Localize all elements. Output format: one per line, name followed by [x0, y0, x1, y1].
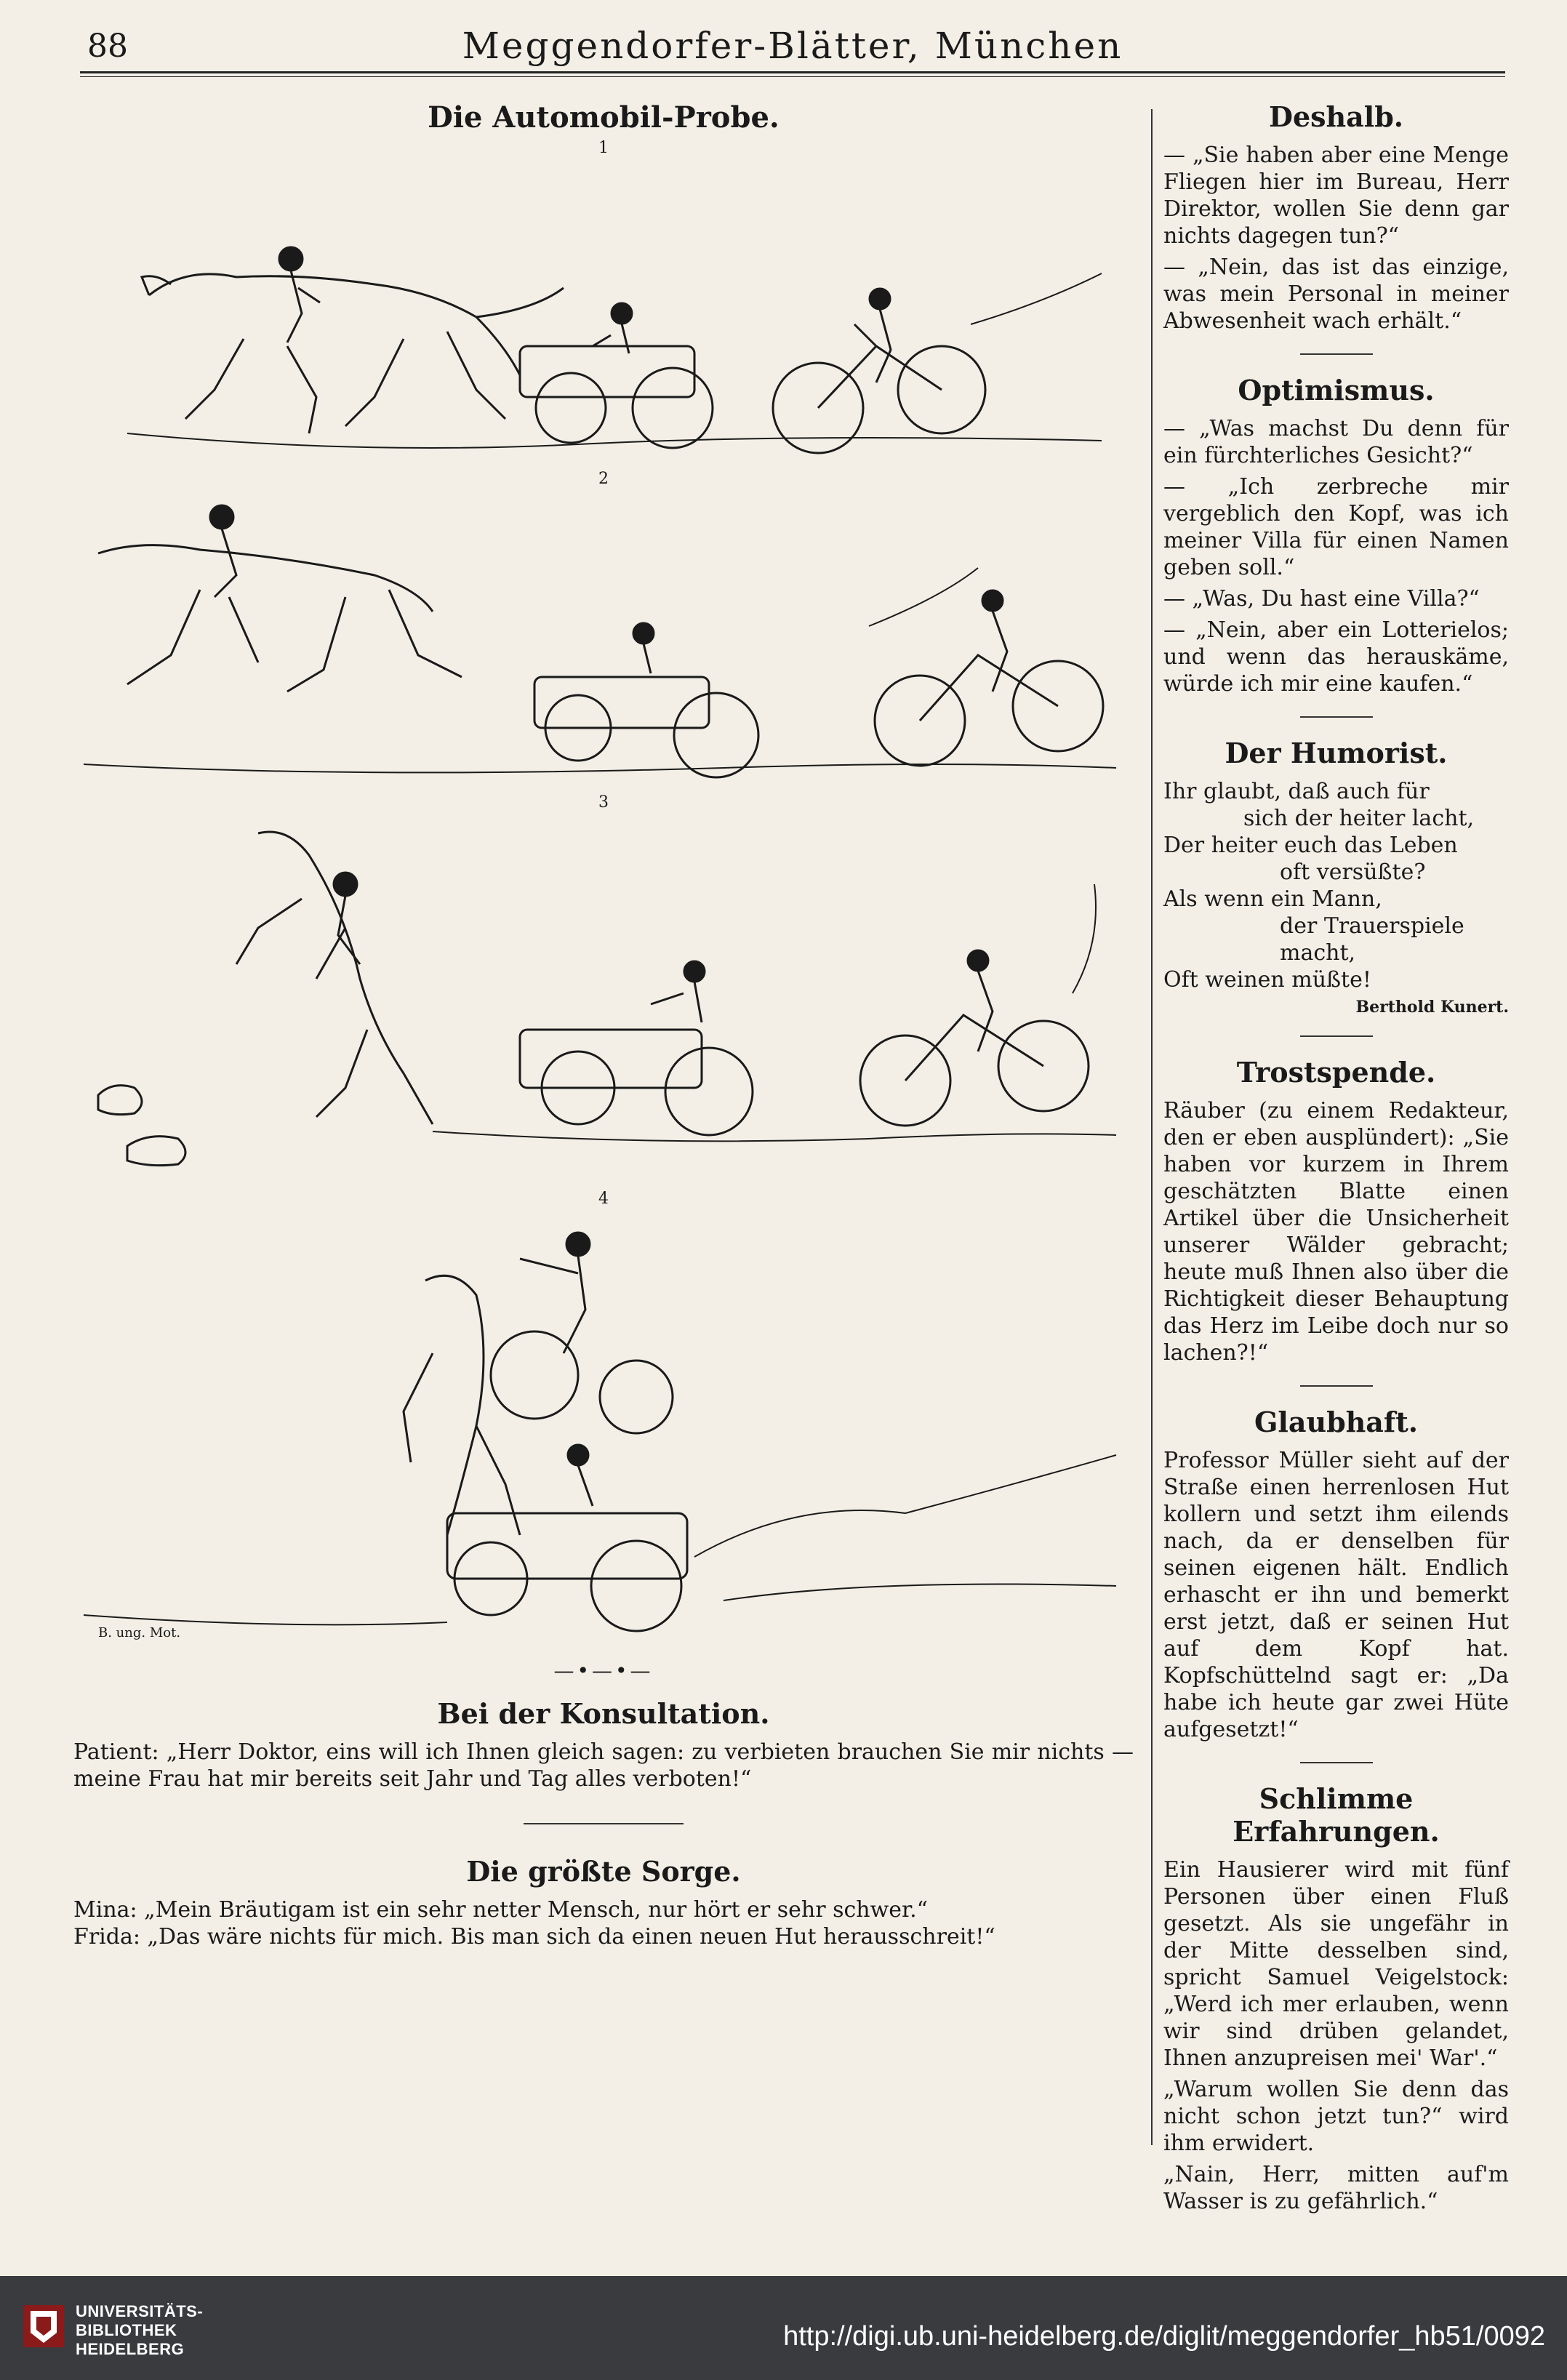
poem-line: Oft weinen müßte!: [1163, 967, 1371, 993]
panel-4-illustration: [69, 1208, 1138, 1644]
header-rule: [80, 71, 1505, 77]
panel-number-3: 3: [598, 793, 609, 812]
poem-author: Berthold Kunert.: [1355, 998, 1509, 1017]
library-name[interactable]: [76, 2302, 203, 2359]
optimismus-p2: — „Ich zerbreche mir vergeblich den Kopf, was ich meiner Villa für einen Namen geben soll.“: [1163, 474, 1509, 580]
panel-number-4: 4: [598, 1190, 609, 1208]
panel-number-2: 2: [598, 470, 609, 488]
section-ornament: —•—•—: [553, 1659, 654, 1683]
optimismus-p1: — „Was machst Du denn für ein fürchterliches Gesicht?“: [1163, 416, 1509, 468]
divider-rule: [1300, 716, 1373, 718]
divider-rule: [524, 1823, 684, 1824]
library-name-line-2: BIBLIOTHEK: [76, 2321, 177, 2339]
right-column: [1163, 95, 1509, 2219]
page-number: 88: [87, 28, 128, 65]
divider-rule: [1300, 353, 1373, 355]
panel-2-illustration: [69, 488, 1138, 793]
divider-rule: [1300, 1035, 1373, 1037]
konsultation-title: Bei der Konsultation.: [437, 1697, 770, 1730]
poem-line: Der heiter euch das Leben: [1163, 833, 1458, 858]
deshalb-p2: — „Nein, das ist das einzige, was mein Personal in meiner Abwesenheit wach erhält.“: [1163, 255, 1509, 334]
konsultation-text: Patient: „Herr Doktor, eins will ich Ihnen gleich sagen: zu verbieten brauchen Sie mir nichts — meine Frau hat mir bereits seit Jahr und Tag alles verboten!“: [73, 1739, 1134, 1792]
comic-panel-4: [69, 1208, 1138, 1644]
comic-panel-1: [69, 157, 1138, 470]
library-name-line-3: HEIDELBERG: [76, 2340, 185, 2358]
divider-rule: [1300, 1385, 1373, 1387]
poem-line: der Trauerspiele macht,: [1280, 913, 1464, 966]
running-head: Meggendorfer-Blätter, München: [462, 25, 1123, 67]
trostspende-title: Trostspende.: [1236, 1056, 1436, 1089]
divider-rule: [1300, 1762, 1373, 1763]
optimismus-p4: — „Nein, aber ein Lotterielos; und wenn das herauskäme, würde ich mir eine kaufen.“: [1163, 617, 1509, 697]
left-column: [69, 95, 1138, 1950]
panel-1-illustration: [69, 157, 1138, 470]
library-name-line-1: UNIVERSITÄTS-: [76, 2302, 204, 2320]
humorist-title: Der Humorist.: [1225, 737, 1448, 769]
poem-line: Als wenn ein Mann,: [1163, 886, 1382, 912]
library-footer: [0, 2276, 1567, 2380]
automobil-title: Die Automobil-Probe.: [428, 100, 780, 135]
column-divider: [1151, 109, 1153, 2145]
erfahrungen-p3: „Nain, Herr, mitten auf'm Wasser is zu gefährlich.“: [1163, 2162, 1509, 2214]
trostspende-text: Räuber (zu einem Redakteur, den er eben ausplündert): „Sie haben vor kurzem in Ihrem geschätzten Blatte einen Artikel über die Unsicherheit unserer Wälder gebracht; heute muß Ihnen also über die Richtigkeit dieser Behauptung das Herz im Leibe doch nur so lachen?!“: [1163, 1098, 1509, 1366]
erfahrungen-title: Schlimme Erfahrungen.: [1233, 1782, 1440, 1848]
poem-line: oft versüßte?: [1280, 860, 1426, 885]
comic-panel-3: [69, 812, 1138, 1190]
poem-line: sich der heiter lacht,: [1243, 806, 1475, 831]
page-header: [80, 22, 1505, 73]
sorge-line-1: Mina: „Mein Bräutigam ist ein sehr netter Mensch, nur hört er sehr schwer.“: [73, 1897, 928, 1923]
panel-3-illustration: [69, 812, 1138, 1190]
humorist-poem: [1163, 778, 1509, 1017]
glaubhaft-title: Glaubhaft.: [1254, 1406, 1419, 1438]
sorge-title: Die größte Sorge.: [466, 1855, 741, 1888]
artist-signature: B. ung. Mot.: [98, 1625, 181, 1640]
comic-panel-2: [69, 488, 1138, 793]
deshalb-p1: — „Sie haben aber eine Menge Fliegen hier im Bureau, Herr Direktor, wollen Sie denn gar nichts dagegen tun?“: [1163, 143, 1509, 249]
erfahrungen-p2: „Warum wollen Sie denn das nicht schon jetzt tun?“ wird ihm erwidert.: [1163, 2077, 1509, 2156]
source-url-link[interactable]: http://digi.ub.uni-heidelberg.de/diglit/meggendorfer_hb51/0092: [783, 2321, 1545, 2352]
glaubhaft-text: Professor Müller sieht auf der Straße einen herrenlosen Hut kollern und setzt ihm eilends nach, da er denselben für seinen eigenen hält. Endlich erhascht er ihn und bemerkt erst jetzt, daß er seinen Hut auf dem Kopf hat. Kopfschüttelnd sagt er: „Da habe ich heute gar zwei Hüte aufgesetzt!“: [1163, 1448, 1509, 1742]
deshalb-title: Deshalb.: [1268, 100, 1403, 133]
erfahrungen-p1: Ein Hausierer wird mit fünf Personen über einen Fluß gesetzt. Als sie ungefähr in der Mitte desselben sind, spricht Samuel Veigelstock: „Werd ich mer erlauben, wenn wir sind drüben gelandet, Ihnen anzupreisen mei' War'.“: [1163, 1857, 1509, 2071]
poem-line: Ihr glaubt, daß auch für: [1163, 779, 1430, 804]
optimismus-p3: — „Was, Du hast eine Villa?“: [1163, 586, 1480, 612]
panel-number-1: 1: [598, 139, 609, 157]
sorge-line-2: Frida: „Das wäre nichts für mich. Bis man sich da einen neuen Hut herausschreit!“: [73, 1924, 995, 1950]
university-logo-icon: [22, 2304, 65, 2349]
optimismus-title: Optimismus.: [1238, 374, 1435, 406]
